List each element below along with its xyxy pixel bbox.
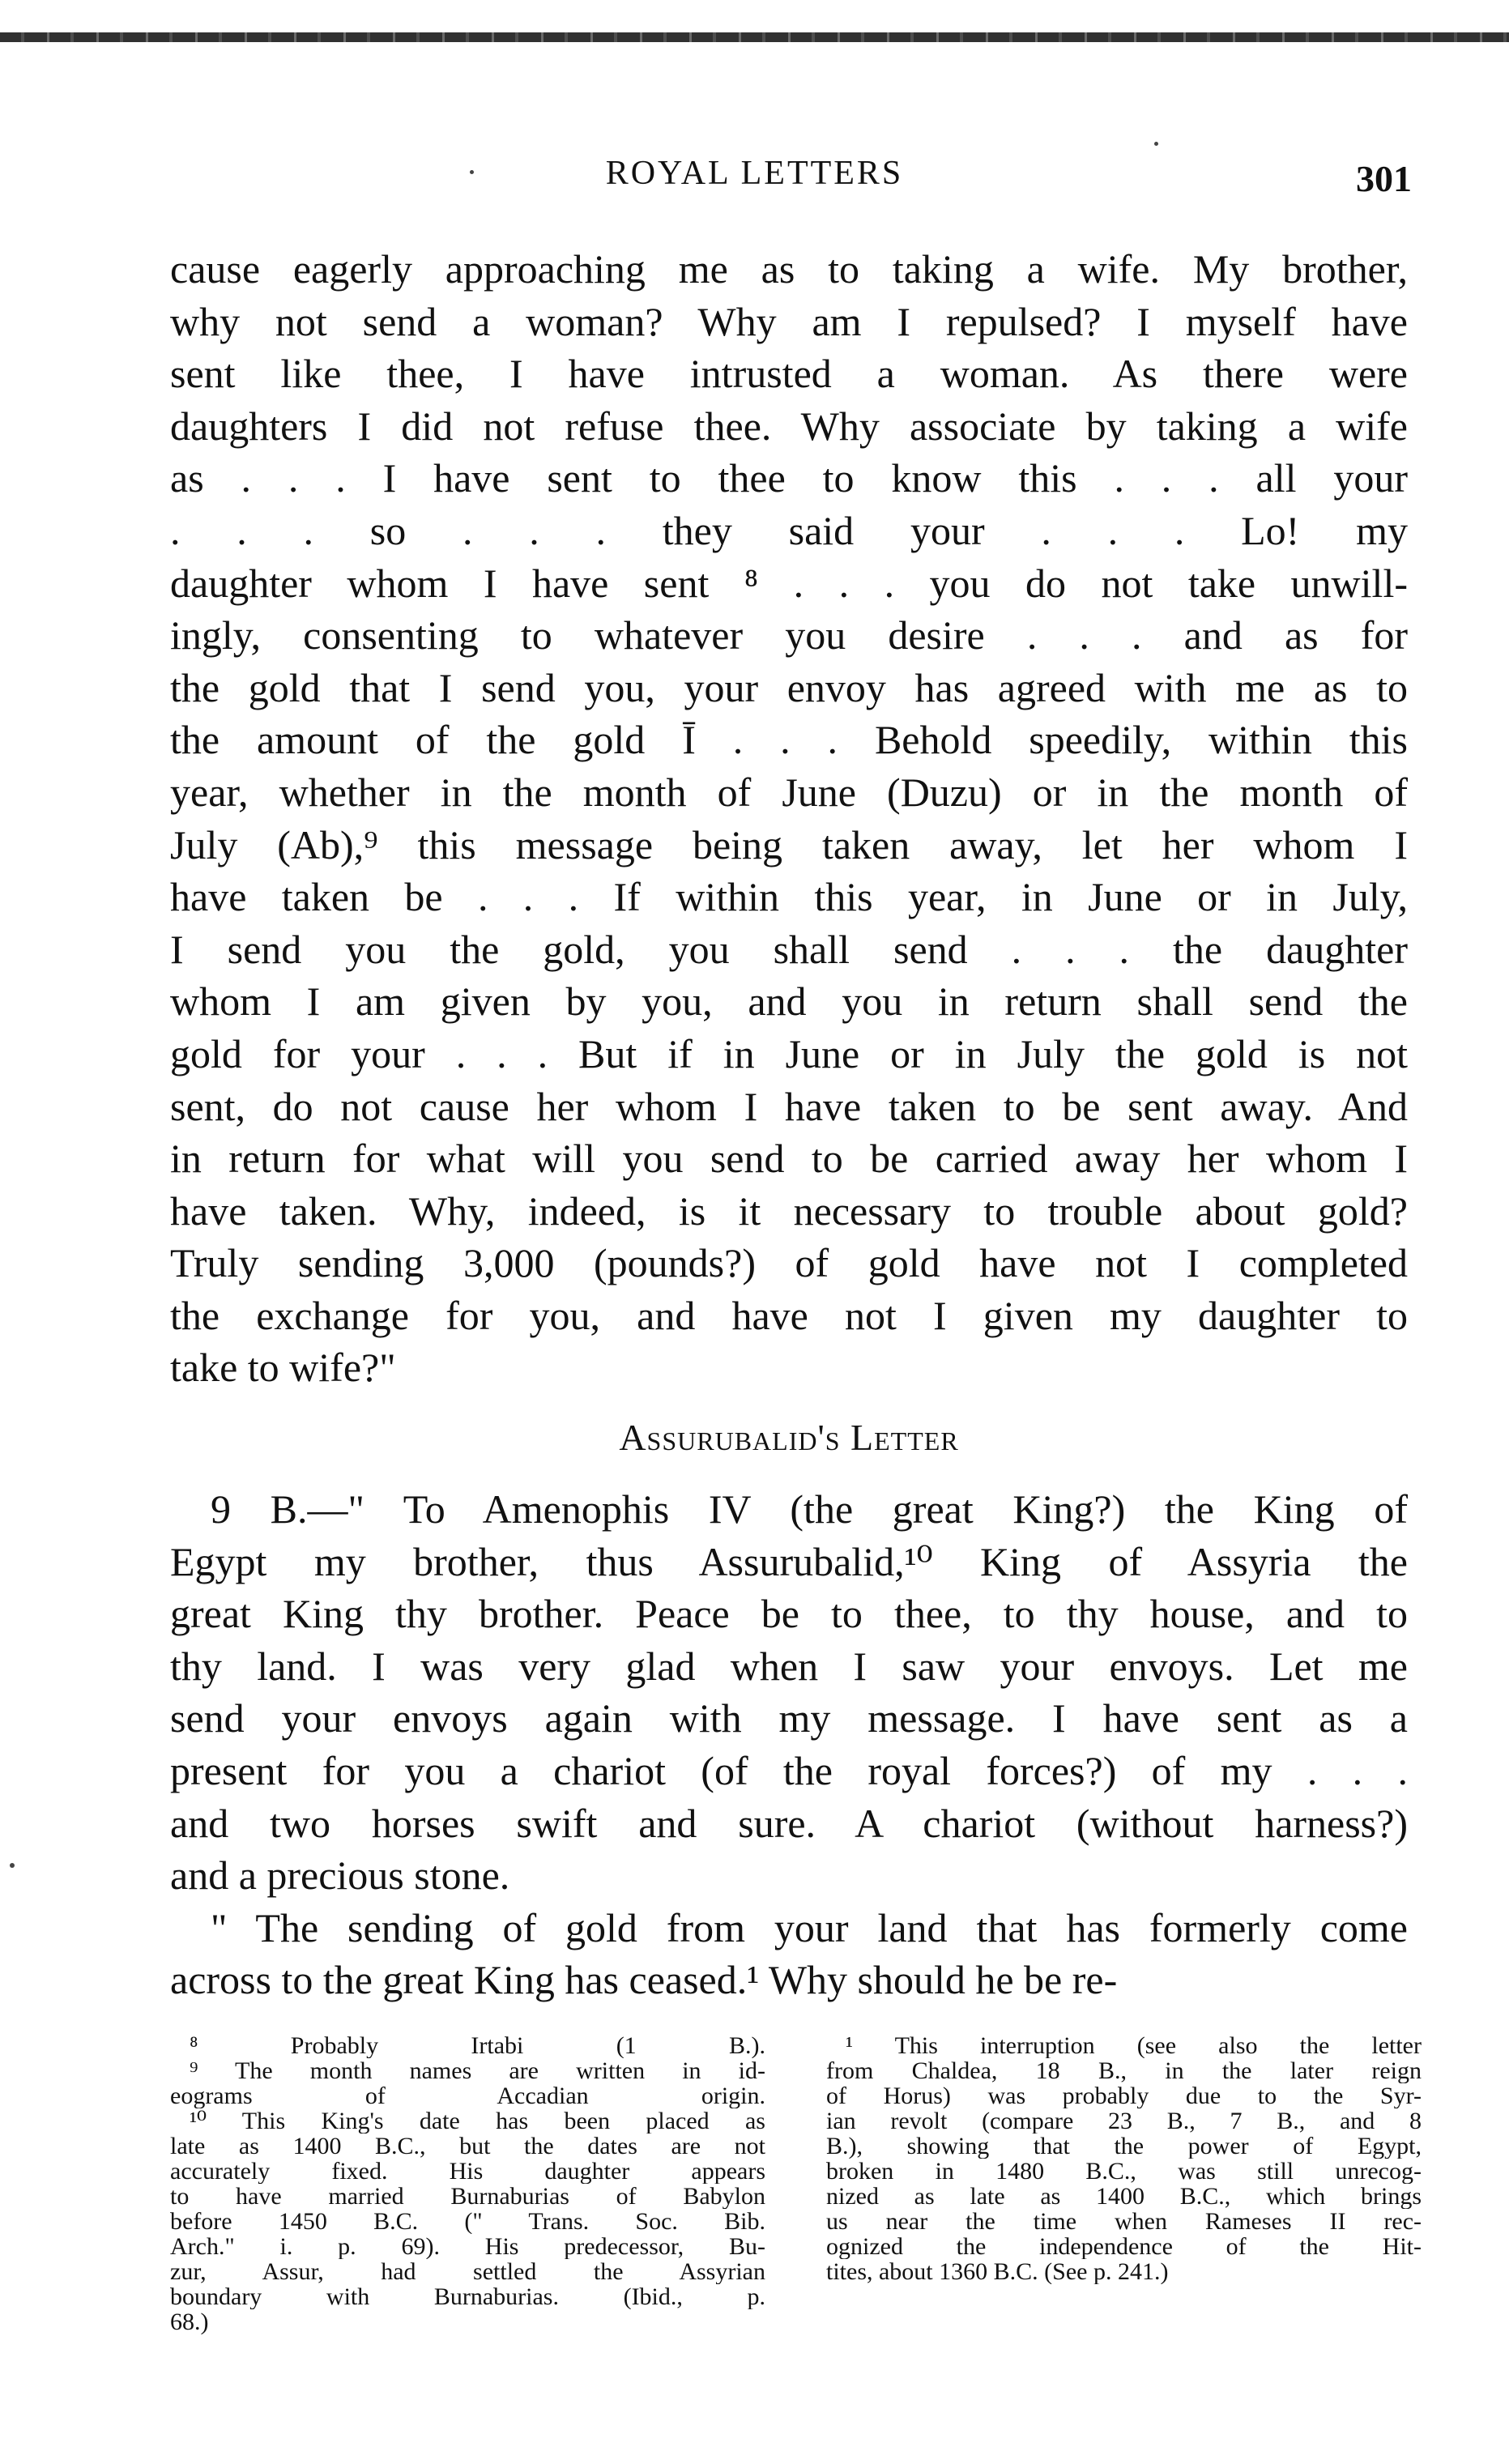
footnote-line: 68.) (170, 2309, 209, 2334)
section-heading: Assurubalid's Letter (619, 1417, 959, 1459)
footnote-line: B.), showing that the power of Egypt, (826, 2134, 1422, 2159)
footnote-line: ian revolt (compare 23 B., 7 B., and 8 (826, 2108, 1422, 2134)
footnote-line: eograms of Accadian origin. (170, 2083, 765, 2108)
text-line: July (Ab),⁹ this message being taken away, let her whom I (170, 821, 1408, 868)
text-line: 9 B.—" To Amenophis IV (the great King?) the King of (211, 1486, 1408, 1533)
footnote-line: Arch." i. p. 69). His predecessor, Bu- (170, 2234, 765, 2259)
paragraph-letter-continuation (170, 243, 1408, 1394)
text-line: have taken be . . . If within this year, in June or in July, (170, 874, 1408, 920)
text-line: great King thy brother. Peace be to thee, to thy house, and to (170, 1591, 1408, 1637)
text-line: whom I am given by you, and you in return shall send the (170, 978, 1408, 1025)
text-line: ingly, consenting to whatever you desire . . . and as for (170, 612, 1408, 659)
text-line: . . . so . . . they said your . . . Lo! my (170, 507, 1408, 553)
footnote-line: before 1450 B.C. (" Trans. Soc. Bib. (170, 2209, 765, 2234)
footnote-line: ⁸ Probably Irtabi (1 B.). (190, 2033, 765, 2058)
text-line: sent, do not cause her whom I have taken to be sent away. And (170, 1083, 1408, 1129)
text-line: daughter whom I have sent ⁸ . . . you do not take unwill- (170, 560, 1408, 606)
text-line: and a precious stone. (170, 1852, 510, 1899)
text-line: thy land. I was very glad when I saw your envoys. Let me (170, 1643, 1408, 1689)
footnote-line: tites, about 1360 B.C. (See p. 241.) (826, 2259, 1169, 2284)
top-edge-scan-rule (0, 32, 1509, 42)
footnotes-left-column (170, 2033, 765, 2334)
text-line: the exchange for you, and have not I given my daughter to (170, 1292, 1408, 1338)
text-line: and two horses swift and sure. A chariot (without harness?) (170, 1800, 1408, 1846)
footnote-line: from Chaldea, 18 B., in the later reign (826, 2058, 1422, 2083)
footnote-line: boundary with Burnaburias. (Ibid., p. (170, 2284, 765, 2309)
text-line: year, whether in the month of June (Duzu) or in the month of (170, 769, 1408, 815)
footnote-line: us near the time when Rameses II rec- (826, 2209, 1422, 2234)
paragraph-gold-sending (170, 1902, 1408, 2006)
footnotes (170, 2033, 1422, 2398)
running-title: ROYAL LETTERS (605, 155, 904, 192)
text-line: Truly sending 3,000 (pounds?) of gold have not I completed (170, 1240, 1408, 1286)
footnote-line: to have married Burnaburias of Babylon (170, 2184, 765, 2209)
running-head (0, 154, 1509, 202)
footnote-line: accurately fixed. His daughter appears (170, 2159, 765, 2184)
footnote-line: ognized the independence of the Hit- (826, 2234, 1422, 2259)
text-line: daughters I did not refuse thee. Why associate by taking a wife (170, 403, 1408, 449)
footnote-line: nized as late as 1400 B.C., which brings (826, 2184, 1422, 2209)
scan-speck (10, 1863, 15, 1868)
text-line: Egypt my brother, thus Assurubalid,¹⁰ King of Assyria the (170, 1538, 1408, 1584)
page-number: 301 (1356, 158, 1412, 199)
text-line: send your envoys again with my message. I have sent as a (170, 1695, 1408, 1741)
scan-speck (470, 170, 474, 174)
text-line: in return for what will you send to be carried away her whom I (170, 1136, 1408, 1182)
paragraph-assurubalid-letter (170, 1483, 1408, 1902)
footnote-line: late as 1400 B.C., but the dates are not (170, 2134, 765, 2159)
footnotes-right-column (826, 2033, 1422, 2284)
footnote-line: ¹⁰ This King's date has been placed as (190, 2108, 765, 2134)
main-text (170, 243, 1408, 2006)
footnote-line: ¹ This interruption (see also the letter (846, 2033, 1422, 2058)
text-line: gold for your . . . But if in June or in July the gold is not (170, 1030, 1408, 1076)
text-line: why not send a woman? Why am I repulsed? I myself have (170, 298, 1408, 344)
text-line: as . . . I have sent to thee to know this . . . all your (170, 455, 1408, 501)
text-line: I send you the gold, you shall send . . . the daughter (170, 926, 1408, 972)
footnote-line: broken in 1480 B.C., was still unrecog- (826, 2159, 1422, 2184)
footnote-line: ⁹ The month names are written in id- (190, 2058, 765, 2083)
text-line: take to wife?" (170, 1345, 396, 1391)
scan-speck (1154, 142, 1158, 146)
text-line: the gold that I send you, your envoy has agreed with me as to (170, 664, 1408, 710)
text-line: the amount of the gold Ī . . . Behold speedily, within this (170, 717, 1408, 763)
text-line: " The sending of gold from your land that has formerly come (211, 1904, 1408, 1950)
footnote-line: zur, Assur, had settled the Assyrian (170, 2259, 765, 2284)
footnote-line: of Horus) was probably due to the Syr- (826, 2083, 1422, 2108)
text-line: have taken. Why, indeed, is it necessary to trouble about gold? (170, 1187, 1408, 1234)
text-line: across to the great King has ceased.¹ Why should he be re- (170, 1957, 1118, 2003)
text-line: present for you a chariot (of the royal forces?) of my . . . (170, 1748, 1408, 1794)
text-line: cause eagerly approaching me as to taking a wife. My brother, (170, 246, 1408, 292)
text-line: sent like thee, I have intrusted a woman. As there were (170, 351, 1408, 397)
